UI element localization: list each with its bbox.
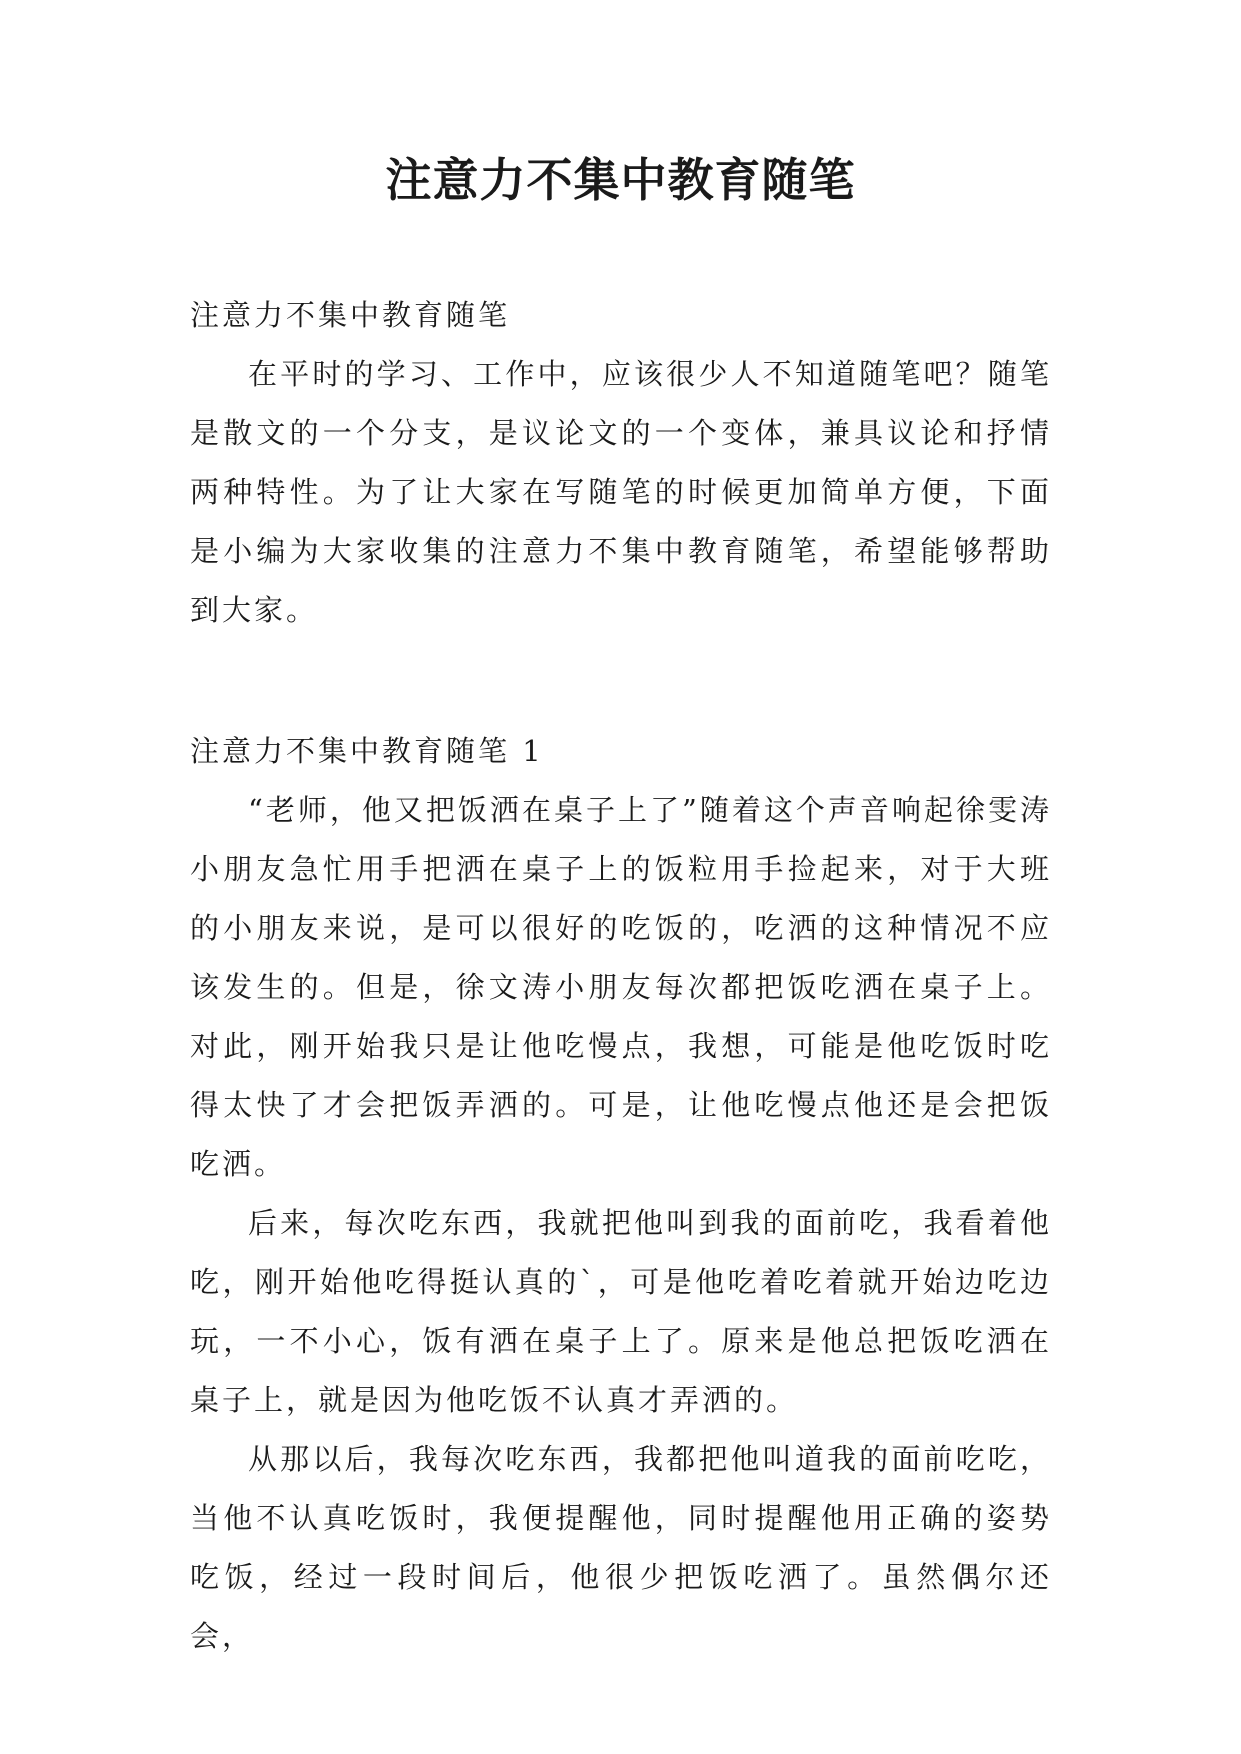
section-heading: 注意力不集中教育随笔 1 — [190, 734, 544, 768]
body-paragraph-1: “老师，他又把饭洒在桌子上了”随着这个声音响起徐雯涛小朋友急忙用手把洒在桌子上的饭粒用手捡起来，对于大班的小朋友来说，是可以很好的吃饭的，吃洒的这种情况不应该发生的。但是，徐文涛小朋友每次都把饭吃洒在桌子上。对此，刚开始我只是让他吃慢点，我想，可能是他吃饭时吃得太快了才会把饭弄洒的。可是，让他吃慢点他还是会把饭吃洒。 — [190, 793, 1052, 1181]
document-body — [190, 286, 1052, 1666]
body-paragraph-3: 从那以后，我每次吃东西，我都把他叫道我的面前吃吃，当他不认真吃饭时，我便提醒他，同时提醒他用正确的姿势吃饭，经过一段时间后，他很少把饭吃洒了。虽然偶尔还会， — [190, 1442, 1052, 1653]
intro-heading: 注意力不集中教育随笔 — [190, 298, 511, 332]
body-paragraph-2: 后来，每次吃东西，我就把他叫到我的面前吃，我看着他吃，刚开始他吃得挺认真的`，可是他吃着吃着就开始边吃边玩，一不小心，饭有洒在桌子上了。原来是他总把饭吃洒在桌子上，就是因为他吃饭不认真才弄洒的。 — [190, 1206, 1052, 1417]
document-title: 注意力不集中教育随笔 — [385, 153, 856, 207]
section-gap — [190, 640, 1052, 722]
intro-paragraph: 在平时的学习、工作中，应该很少人不知道随笔吧？随笔是散文的一个分支，是议论文的一个变体，兼具议论和抒情两种特性。为了让大家在写随笔的时候更加简单方便，下面是小编为大家收集的注意力不集中教育随笔，希望能够帮助到大家。 — [190, 357, 1052, 627]
